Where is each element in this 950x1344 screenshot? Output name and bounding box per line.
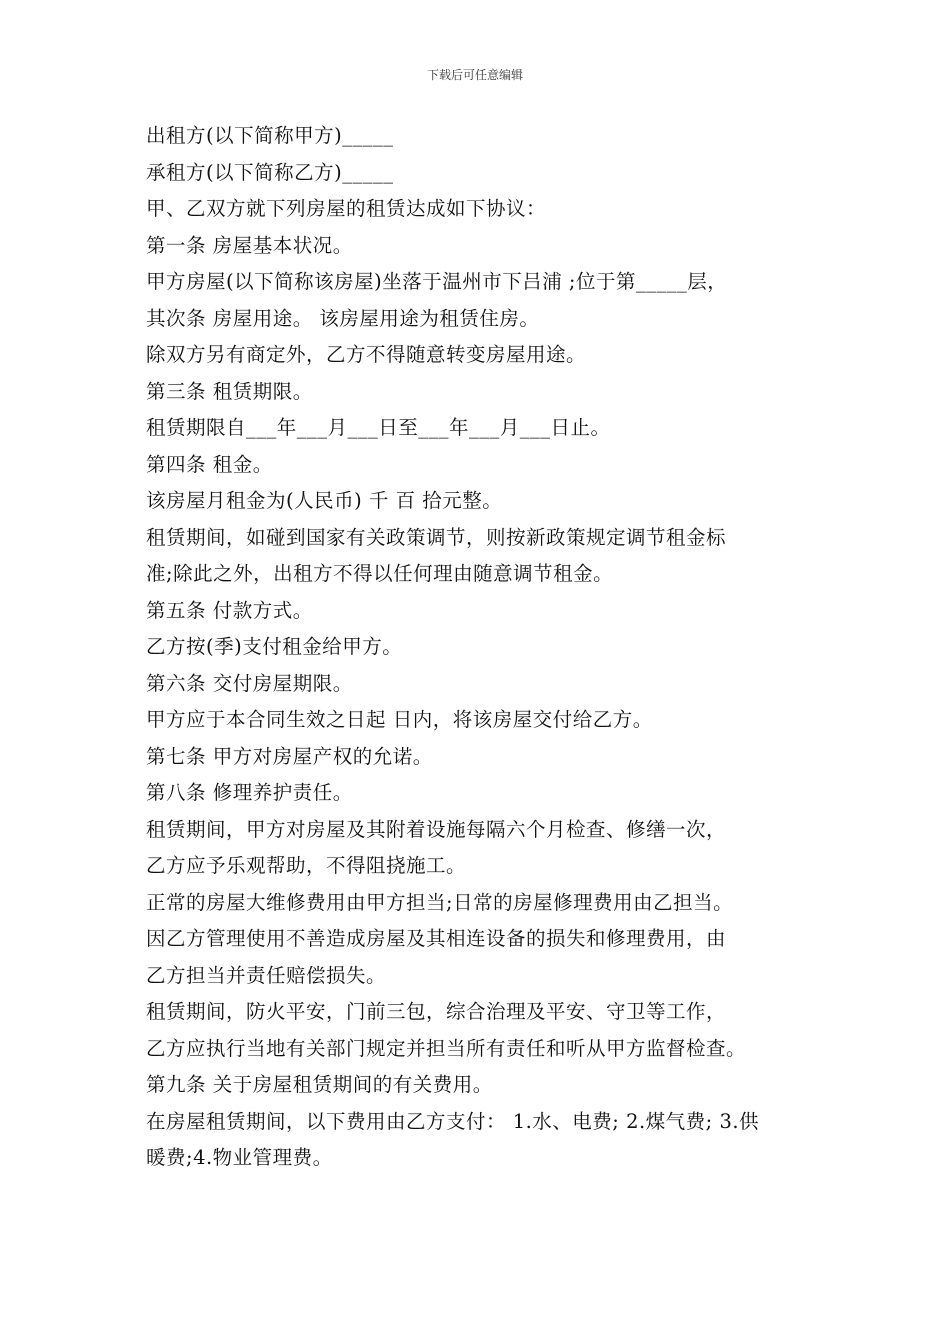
text-line: 第八条 修理养护责任。 [146, 781, 353, 804]
text-line: 甲方应于本合同生效之日起 日内，将该房屋交付给乙方。 [146, 708, 653, 731]
text-line: 准;除此之外，出租方不得以任何理由随意调节租金。 [146, 562, 614, 585]
text-line: 乙方担当并责任赔偿损失。 [146, 963, 387, 987]
text-line: 租赁期间，甲方对房屋及其附着设施每隔六个月检查、修缮一次， [146, 817, 727, 841]
text-line: 第九条 关于房屋租赁期间的有关费用。 [146, 1073, 493, 1096]
text-line: 乙方应予乐观帮助，不得阻挠施工。 [146, 854, 467, 877]
text-line: 除双方另有商定外，乙方不得随意转变房屋用途。 [146, 343, 587, 366]
text-line: 在房屋租赁期间，以下费用由乙方支付： 1.水、电费; 2.煤气费; 3.供 [146, 1109, 760, 1133]
text-line: 其次条 房屋用途。 该房屋用途为租赁住房。 [146, 306, 540, 330]
text-line: 暖费;4.物业管理费。 [146, 1146, 333, 1169]
document-body [146, 118, 816, 1177]
text-line: 租赁期间，如碰到国家有关政策调节，则按新政策规定调节租金标 [146, 525, 727, 549]
text-line: 第三条 租赁期限。 [146, 379, 313, 403]
page-header: 下载后可任意编辑 [426, 68, 523, 82]
text-line: 乙方应执行当地有关部门规定并担当所有责任和听从甲方监督检查。 [146, 1036, 747, 1060]
text-line: 乙方按(季)支付租金给甲方。 [146, 635, 403, 658]
text-line: 因乙方管理使用不善造成房屋及其相连设备的损失和修理费用，由 [146, 927, 727, 950]
text-line: 第七条 甲方对房屋产权的允诺。 [146, 744, 433, 768]
text-line: 第五条 付款方式。 [146, 598, 313, 622]
text-line: 租赁期间，防火平安，门前三包，综合治理及平安、守卫等工作， [146, 1000, 727, 1023]
text-line: 出租方(以下简称甲方)_____ [146, 124, 394, 147]
text-line: 第一条 房屋基本状况。 [146, 233, 353, 257]
text-line: 正常的房屋大维修费用由甲方担当;日常的房屋修理费用由乙担当。 [146, 890, 734, 914]
text-line: 租赁期限自___年___月___日至___年___月___日止。 [146, 416, 611, 439]
text-line: 该房屋月租金为(人民币) 千 百 拾元整。 [146, 489, 503, 512]
text-line: 第四条 租金。 [146, 452, 273, 476]
text-line: 承租方(以下简称乙方)_____ [146, 160, 394, 184]
text-line: 第六条 交付房屋期限。 [146, 671, 353, 695]
text-line: 甲方房屋(以下简称该房屋)坐落于温州市下吕浦 ;位于第_____层， [146, 270, 728, 293]
text-line: 甲、乙双方就下列房屋的租赁达成如下协议： [146, 197, 547, 220]
